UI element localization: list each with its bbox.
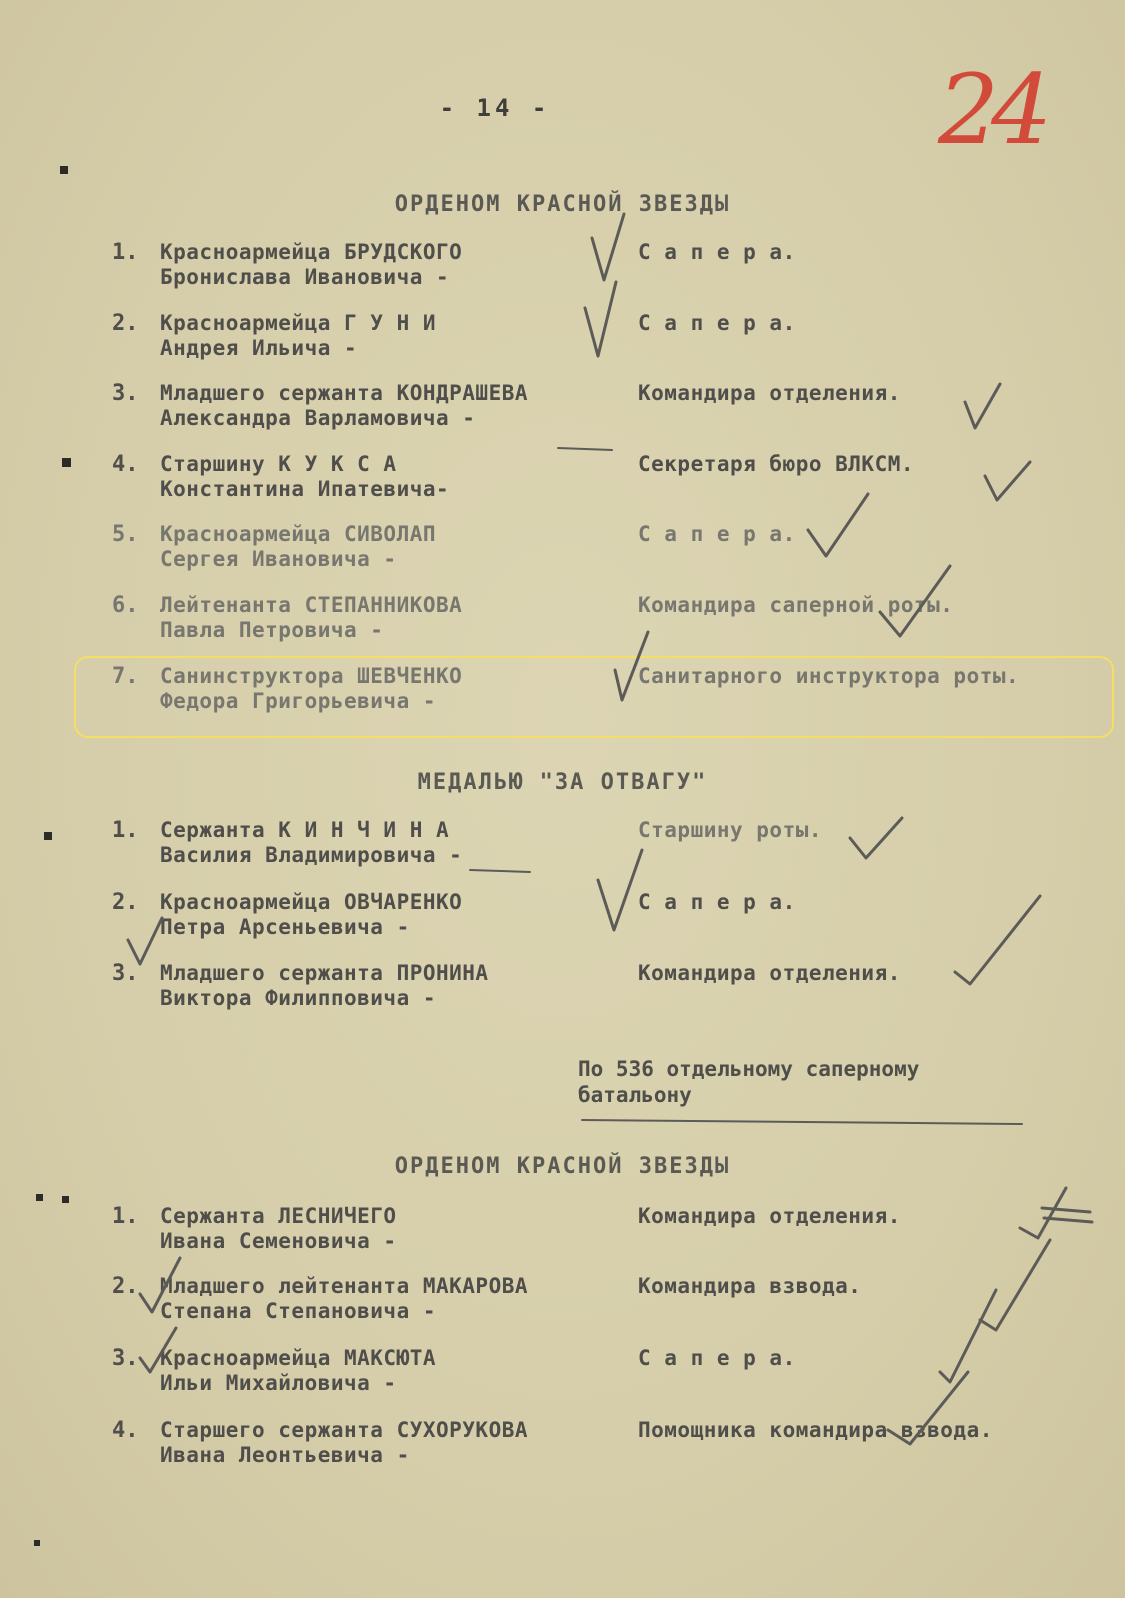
entry-rank-surname: Красноармейца МАКСЮТА bbox=[160, 1346, 437, 1370]
entry-position: Командира отделения. bbox=[638, 381, 901, 405]
entry-rank-surname: Красноармейца СИВОЛАП bbox=[160, 522, 437, 546]
entry-position: Командира отделения. bbox=[638, 961, 901, 985]
entry-number: 6. bbox=[112, 593, 139, 618]
entry-number: 1. bbox=[112, 240, 139, 265]
entry-position: С а п е р а. bbox=[638, 522, 796, 546]
entry-given-names: Ивана Леонтьевича - bbox=[160, 1443, 410, 1467]
entry-given-names: Петра Арсеньевича - bbox=[160, 915, 410, 939]
section-heading: ОРДЕНОМ КРАСНОЙ ЗВЕЗДЫ bbox=[394, 192, 731, 217]
handwritten-number: 24 bbox=[938, 54, 1045, 166]
entry-rank-surname: Старшину К У К С А bbox=[160, 452, 397, 476]
entry-rank-surname: Младшего сержанта ПРОНИНА bbox=[160, 961, 489, 985]
entry-position: Санитарного инструктора роты. bbox=[638, 664, 1020, 688]
entry-number: 5. bbox=[112, 522, 139, 547]
entry-number: 1. bbox=[112, 1204, 139, 1229]
entry-number: 4. bbox=[112, 452, 139, 477]
entry-rank-surname: Красноармейца БРУДСКОГО bbox=[160, 240, 463, 264]
entry-rank-surname: Сержанта К И Н Ч И Н А bbox=[160, 818, 450, 842]
entry-position: Старшину роты. bbox=[638, 818, 823, 842]
entry-position: С а п е р а. bbox=[638, 1346, 796, 1370]
entry-number: 2. bbox=[112, 311, 139, 336]
entry-number: 3. bbox=[112, 1346, 139, 1371]
section-heading: МЕДАЛЬЮ "ЗА ОТВАГУ" bbox=[417, 770, 708, 795]
entry-given-names: Федора Григорьевича - bbox=[160, 689, 437, 713]
entry-position: С а п е р а. bbox=[638, 240, 796, 264]
entry-number: 1. bbox=[112, 818, 139, 843]
entry-given-names: Василия Владимировича - bbox=[160, 843, 463, 867]
entry-position: С а п е р а. bbox=[638, 311, 796, 335]
entry-number: 3. bbox=[112, 381, 139, 406]
entry-rank-surname: Красноармейца Г У Н И bbox=[160, 311, 437, 335]
section-heading: ОРДЕНОМ КРАСНОЙ ЗВЕЗДЫ bbox=[394, 1154, 731, 1179]
page-number: - 14 - bbox=[439, 94, 551, 122]
entry-position: Секретаря бюро ВЛКСМ. bbox=[638, 452, 915, 476]
entry-rank-surname: Лейтенанта СТЕПАННИКОВА bbox=[160, 593, 463, 617]
entry-rank-surname: Старшего сержанта СУХОРУКОВА bbox=[160, 1418, 529, 1442]
entry-given-names: Виктора Филипповича - bbox=[160, 986, 437, 1010]
entry-position: Командира взвода. bbox=[638, 1274, 862, 1298]
entry-number: 4. bbox=[112, 1418, 139, 1443]
entry-given-names: Павла Петровича - bbox=[160, 618, 384, 642]
entry-position: С а п е р а. bbox=[638, 890, 796, 914]
entry-given-names: Константина Ипатевича- bbox=[160, 477, 450, 501]
entry-position: Командира отделения. bbox=[638, 1204, 901, 1228]
entry-number: 3. bbox=[112, 961, 139, 986]
entry-given-names: Степана Степановича - bbox=[160, 1299, 437, 1323]
entry-given-names: Ивана Семеновича - bbox=[160, 1229, 397, 1253]
entry-given-names: Андрея Ильича - bbox=[160, 336, 358, 360]
entry-rank-surname: Красноармейца ОВЧАРЕНКО bbox=[160, 890, 463, 914]
entry-given-names: Александра Варламовича - bbox=[160, 406, 476, 430]
entry-given-names: Сергея Ивановича - bbox=[160, 547, 397, 571]
unit-line: батальону bbox=[578, 1083, 692, 1107]
entry-number: 2. bbox=[112, 890, 139, 915]
entry-rank-surname: Младшего лейтенанта МАКАРОВА bbox=[160, 1274, 529, 1298]
entry-rank-surname: Сержанта ЛЕСНИЧЕГО bbox=[160, 1204, 397, 1228]
unit-line: По 536 отдельному саперному bbox=[578, 1057, 920, 1081]
entry-given-names: Бронислава Ивановича - bbox=[160, 265, 450, 289]
entry-rank-surname: Санинструктора ШЕВЧЕНКО bbox=[160, 664, 463, 688]
entry-position: Командира саперной роты. bbox=[638, 593, 954, 617]
entry-number: 2. bbox=[112, 1274, 139, 1299]
entry-number: 7. bbox=[112, 664, 139, 689]
entry-given-names: Ильи Михайловича - bbox=[160, 1371, 397, 1395]
entry-position: Помощника командира взвода. bbox=[638, 1418, 993, 1442]
entry-rank-surname: Младшего сержанта КОНДРАШЕВА bbox=[160, 381, 529, 405]
